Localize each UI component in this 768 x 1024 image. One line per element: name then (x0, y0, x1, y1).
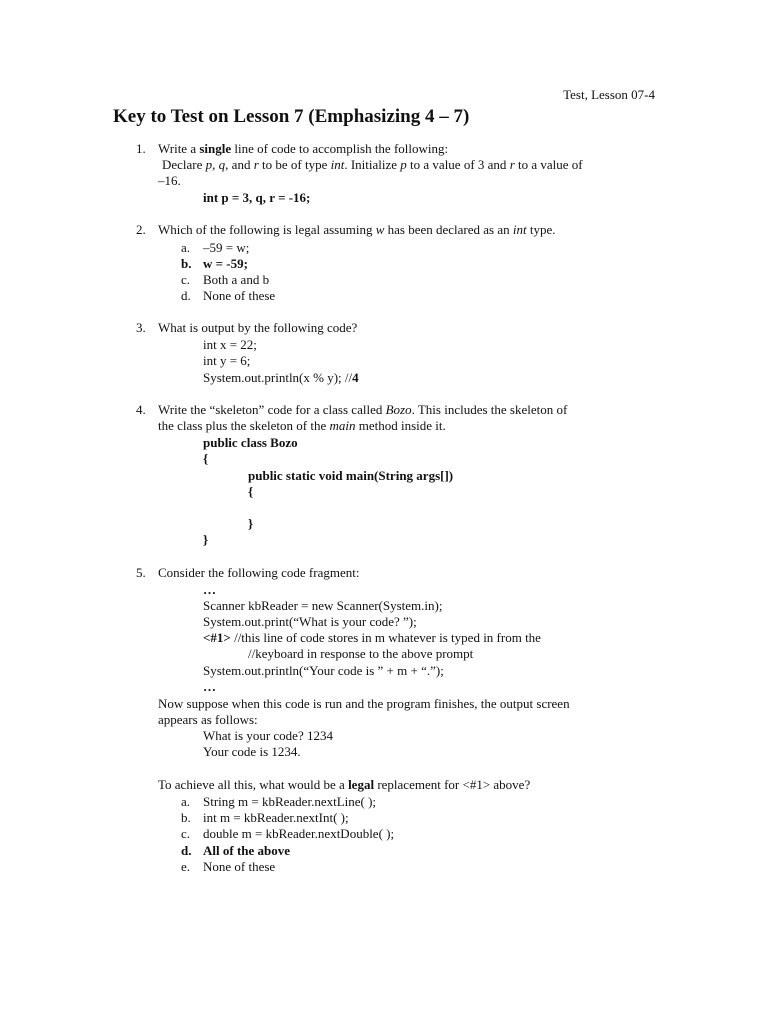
option-text: int m = kbReader.nextInt( ); (203, 810, 349, 825)
option-text-correct: w = -59; (203, 256, 248, 271)
code-line: public static void main(String args[]) (248, 468, 454, 483)
paragraph-line: Now suppose when this code is run and the program finishes, the output screen (158, 696, 570, 711)
option-text: None of these (203, 859, 276, 874)
question-number: 5. (136, 565, 146, 580)
option-letter: c. (181, 272, 191, 287)
code-line: System.out.println(x % y); //4 (203, 370, 359, 385)
code-line: } (248, 516, 254, 531)
option-text: Both a and b (203, 272, 270, 287)
option-letter: a. (181, 794, 191, 809)
paragraph-line: appears as follows: (158, 712, 258, 727)
page-title: Key to Test on Lesson 7 (Emphasizing 4 – 7) (113, 106, 470, 127)
question-2-text: Which of the following is legal assuming w has been declared as an int type. (158, 222, 556, 237)
question-1-answer: int p = 3, q, r = -16; (203, 190, 311, 205)
question-number: 3. (136, 320, 146, 335)
question-5-text: Consider the following code fragment: (158, 565, 360, 580)
question-number: 1. (136, 141, 146, 156)
option-text: double m = kbReader.nextDouble( ); (203, 826, 395, 841)
question-3-text: What is output by the following code? (158, 320, 358, 335)
question-5-prompt: To achieve all this, what would be a legal replacement for <#1> above? (158, 777, 531, 792)
code-line: <#1> //this line of code stores in m whatever is typed in from the (203, 630, 541, 645)
option-letter: c. (181, 826, 191, 841)
page-header: Test, Lesson 07-4 (563, 87, 655, 102)
question-number: 2. (136, 222, 146, 237)
question-4-text-line2: the class plus the skeleton of the main method inside it. (158, 418, 446, 433)
question-number: 4. (136, 402, 146, 417)
code-line: … (203, 582, 216, 597)
option-letter-correct: d. (181, 843, 192, 858)
option-text-correct: All of the above (203, 843, 291, 858)
code-line: System.out.print(“What is your code? ”); (203, 614, 417, 629)
question-1-text: Write a single line of code to accomplish the following: (158, 141, 449, 156)
option-text: –59 = w; (203, 240, 250, 255)
code-line: { (248, 484, 254, 499)
option-letter-correct: b. (181, 256, 192, 271)
option-letter: a. (181, 240, 191, 255)
question-1-text-line2: Declare p, q, and r to be of type int. Initialize p to a value of 3 and r to a value of (162, 157, 583, 172)
output-line: What is your code? 1234 (203, 728, 333, 743)
option-letter: e. (181, 859, 191, 874)
option-text: None of these (203, 288, 276, 303)
code-line: … (203, 679, 216, 694)
code-line: //keyboard in response to the above prompt (248, 646, 474, 661)
code-line: { (203, 451, 209, 466)
option-letter: d. (181, 288, 191, 303)
code-line: int x = 22; (203, 337, 257, 352)
output-line: Your code is 1234. (203, 744, 301, 759)
question-3-answer: 4 (352, 370, 359, 385)
question-4-text: Write the “skeleton” code for a class called Bozo. This includes the skeleton of (158, 402, 568, 417)
code-line: System.out.println(“Your code is ” + m + “.”); (203, 663, 444, 678)
option-letter: b. (181, 810, 191, 825)
code-line: int y = 6; (203, 353, 251, 368)
code-line: Scanner kbReader = new Scanner(System.in); (203, 598, 443, 613)
code-line: public class Bozo (203, 435, 298, 450)
code-line: } (203, 532, 209, 547)
question-1-text-line3: –16. (158, 173, 181, 188)
option-text: String m = kbReader.nextLine( ); (203, 794, 377, 809)
